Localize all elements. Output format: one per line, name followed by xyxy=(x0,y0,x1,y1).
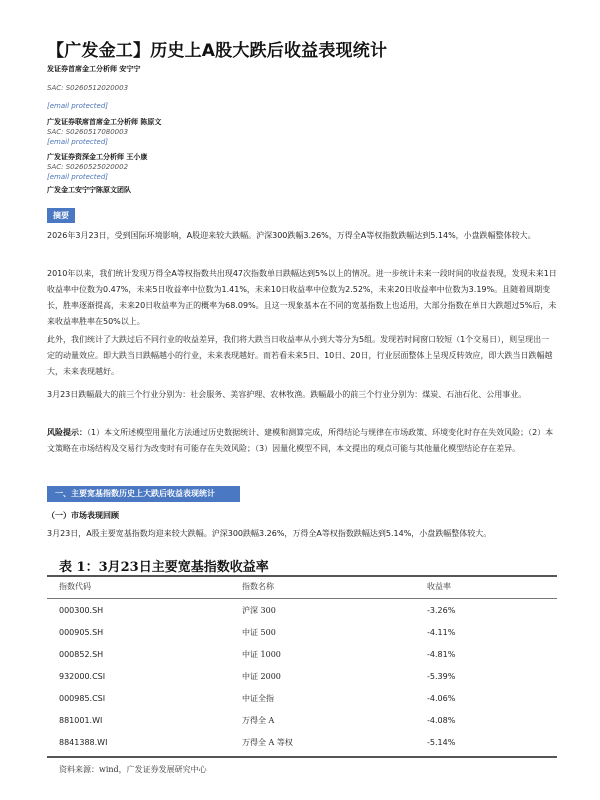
team-name: 广发金工安宁宁陈原文团队 xyxy=(47,186,131,194)
author-3-name: 广发证券资深金工分析师 王小康 xyxy=(47,153,148,161)
index-code: 000985.CSI xyxy=(59,694,106,703)
risk-warning-text: （1）本文所述模型用量化方法通过历史数据统计、建模和测算完成，所得结论与规律在市场政策、环境变化时存在失效风险；（2）本文策略在市场结构及交易行为改变时有可能存在失效风险；（3）因量化模型不同，本文提出的观点可能与其他量化模型结论存在差异。 xyxy=(47,428,554,453)
author-1-name: 发证券首席金工分析师 安宁宁 xyxy=(47,65,141,73)
table-top-rule xyxy=(47,575,557,577)
index-return: -5.14% xyxy=(427,738,456,747)
index-return: -5.39% xyxy=(427,672,456,681)
index-code: 881001.WI xyxy=(59,716,103,725)
table-header-rule xyxy=(47,598,557,599)
author-2-email[interactable]: [email protected] xyxy=(47,138,108,146)
index-code: 8841388.WI xyxy=(59,738,108,747)
abstract-label: 摘要 xyxy=(47,208,75,223)
table-bottom-rule xyxy=(47,756,557,758)
abstract-paragraph-3: 此外，我们统计了大跌过后不同行业的收益差异，我们将大跌当日收益率从小到大等分为5组。发现若时间窗口较短（1个交易日），则呈现出一定的动量效应。即大跌当日跌幅越小的行业，未来表现越好。而若看未来5日、10日、20日，行业层面整体上呈现反转效应，即大跌当日跌幅越大，未来表现越好。 xyxy=(47,335,553,376)
author-2-sac: SAC: S0260517080003 xyxy=(47,128,129,136)
index-return: -3.26% xyxy=(427,606,456,615)
table-row xyxy=(0,622,600,644)
table-header-code: 指数代码 xyxy=(59,582,91,591)
index-return: -4.06% xyxy=(427,694,456,703)
index-return: -4.81% xyxy=(427,650,456,659)
author-2-name: 广发证券联席首席金工分析师 陈原文 xyxy=(47,118,162,126)
author-1-sac: SAC: S0260512020003 xyxy=(47,84,129,92)
abstract-paragraph-4: 3月23日跌幅最大的前三个行业分别为：社会服务、美容护理、农林牧渔。跌幅最小的前三个行业分别为：煤炭、石油石化、公用事业。 xyxy=(47,390,527,399)
index-return: -4.08% xyxy=(427,716,456,725)
index-name: 万得全 A xyxy=(242,716,275,725)
index-code: 932000.CSI xyxy=(59,672,106,681)
index-name: 沪深 300 xyxy=(242,606,276,615)
abstract-paragraph-2: 2010年以来，我们统计发现万得全A等权指数共出现47次指数单日跌幅达到5%以上的情况。进一步统计未来一段时间的收益表现，发现未来1日收益率中位数为0.47%，未来5日收益率中位数为1.41%，未来10日收益率中位数为2.52%，未来20日收益率中位数为3.19%。且随着周期变长，胜率逐渐提高，未来20日收益率为正的概率为68.09%。且这一现象基本在不同的宽基指数上也适用，大部分指数在单日大跌超过5%后，未来收益率胜率在50%以上。 xyxy=(47,269,557,326)
table-row xyxy=(0,710,600,732)
section-paragraph: 3月23日，A股主要宽基指数均迎来较大跌幅。沪深300跌幅3.26%，万得全A等权指数跌幅达到5.14%，小盘跌幅整体较大。 xyxy=(47,529,492,538)
table-header-name: 指数名称 xyxy=(242,582,274,591)
author-3-sac: SAC: S0260525020002 xyxy=(47,163,129,171)
index-name: 中证 1000 xyxy=(242,650,281,659)
table-row xyxy=(0,600,600,622)
index-name: 中证全指 xyxy=(242,694,274,703)
section-1-heading: 一、主要宽基指数历史上大跌后收益表现统计 xyxy=(47,486,240,502)
index-code: 000905.SH xyxy=(59,628,104,637)
subsection-heading: （一）市场表现回顾 xyxy=(47,511,119,520)
table-title: 表 1：3月23日主要宽基指数收益率 xyxy=(59,560,269,575)
abstract-paragraph-1: 2026年3月23日，受到国际环境影响，A股迎来较大跌幅。沪深300跌幅3.26%，万得全A等权指数跌幅达到5.14%，小盘跌幅整体较大。 xyxy=(47,231,536,240)
index-code: 000852.SH xyxy=(59,650,104,659)
index-code: 000300.SH xyxy=(59,606,104,615)
author-1-email[interactable]: [email protected] xyxy=(47,102,108,110)
table-row xyxy=(0,666,600,688)
report-title: 【广发金工】历史上A股大跌后收益表现统计 xyxy=(47,41,388,61)
index-name: 中证 500 xyxy=(242,628,276,637)
risk-warning xyxy=(47,425,557,457)
table-row xyxy=(0,732,600,754)
table-source: 资料来源：wind，广发证券发展研究中心 xyxy=(59,765,207,774)
table-row xyxy=(0,644,600,666)
table-row xyxy=(0,688,600,710)
index-name: 中证 2000 xyxy=(242,672,281,681)
table-header-return: 收益率 xyxy=(427,582,451,591)
risk-warning-label: 风险提示： xyxy=(47,428,87,437)
index-name: 万得全 A 等权 xyxy=(242,738,293,747)
index-return: -4.11% xyxy=(427,628,456,637)
author-3-email[interactable]: [email protected] xyxy=(47,173,108,181)
